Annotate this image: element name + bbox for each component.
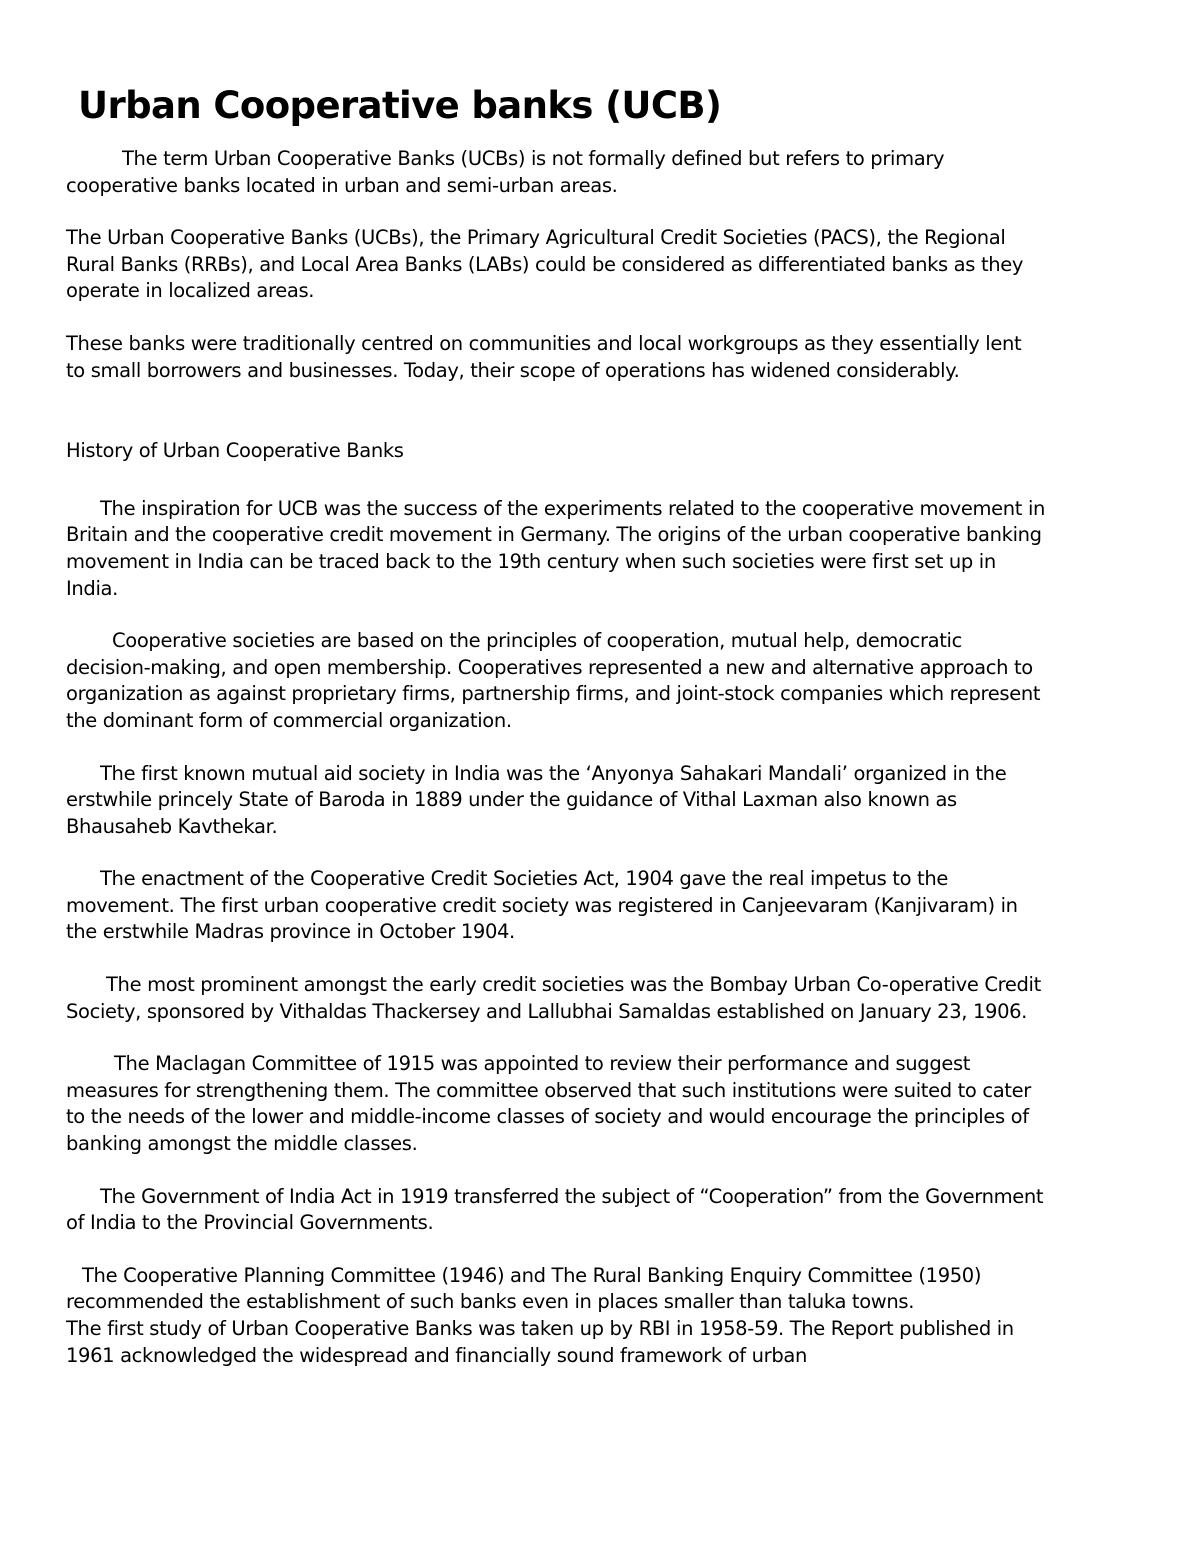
history-paragraph-7: The Government of India Act in 1919 transferred the subject of “Cooperation” from the Government of India to the Provincial Governments. (66, 1184, 1044, 1235)
history-paragraph-1: The inspiration for UCB was the success of the experiments related to the cooperative movement in Britain and the cooperative credit movement in Germany. The origins of the urban cooperative banking movement in India can be traced back to the 19th century when such societies were first set up in India. (66, 496, 1046, 600)
history-paragraph-4: The enactment of the Cooperative Credit Societies Act, 1904 gave the real impetus to the movement. The first urban cooperative credit society was registered in Canjeevaram (Kanjivaram) in the erstwhile Madras province in October 1904. (66, 867, 1018, 944)
history-paragraph-3: The first known mutual aid society in India was the ‘Anyonya Sahakari Mandali’ organized in the erstwhile princely State of Baroda in 1889 under the guidance of Vithal Laxman also known as Bhausaheb Kavthekar. (66, 761, 1007, 838)
document-page (66, 82, 1046, 1369)
intro-paragraph-3: These banks were traditionally centred on communities and local workgroups as they essentially lent to small borrowers and businesses. Today, their scope of operations has widened considerably. (66, 331, 1022, 382)
intro-paragraph-2: The Urban Cooperative Banks (UCBs), the Primary Agricultural Credit Societies (PACS), the Regional Rural Banks (RRBs), and Local Area Banks (LABs) could be considered as differentiated banks as they operate in localized areas. (66, 226, 1024, 303)
intro-paragraph-1: The term Urban Cooperative Banks (UCBs) is not formally defined but refers to primary cooperative banks located in urban and semi-urban areas. (66, 147, 945, 197)
history-heading: History of Urban Cooperative Banks (66, 439, 404, 463)
history-paragraph-2: Cooperative societies are based on the principles of cooperation, mutual help, democratic decision-making, and open membership. Cooperatives represented a new and alternative approach to organization as against proprietary firms, partnership firms, and joint-stock companies which represent the dominant form of commercial organization. (66, 629, 1041, 732)
history-paragraph-6: The Maclagan Committee of 1915 was appointed to review their performance and suggest measures for strengthening them. The committee observed that such institutions were suited to cater to the needs of the lower and middle-income classes of society and would encourage the principles of banking amongst the middle classes. (66, 1052, 1031, 1156)
document-title: Urban Cooperative banks (UCB) (78, 84, 722, 127)
history-paragraph-9: The first study of Urban Cooperative Banks was taken up by RBI in 1958-59. The Report published in 1961 acknowledged the widespread and financially sound framework of urban (66, 1317, 1014, 1367)
history-paragraph-5: The most prominent amongst the early credit societies was the Bombay Urban Co-operative Credit Society, sponsored by Vithaldas Thackersey and Lallubhai Samaldas established on January 23, 1906. (66, 973, 1041, 1023)
history-paragraph-8: The Cooperative Planning Committee (1946) and The Rural Banking Enquiry Committee (1950) recommended the establishment of such banks even in places smaller than taluka towns. (66, 1263, 982, 1314)
